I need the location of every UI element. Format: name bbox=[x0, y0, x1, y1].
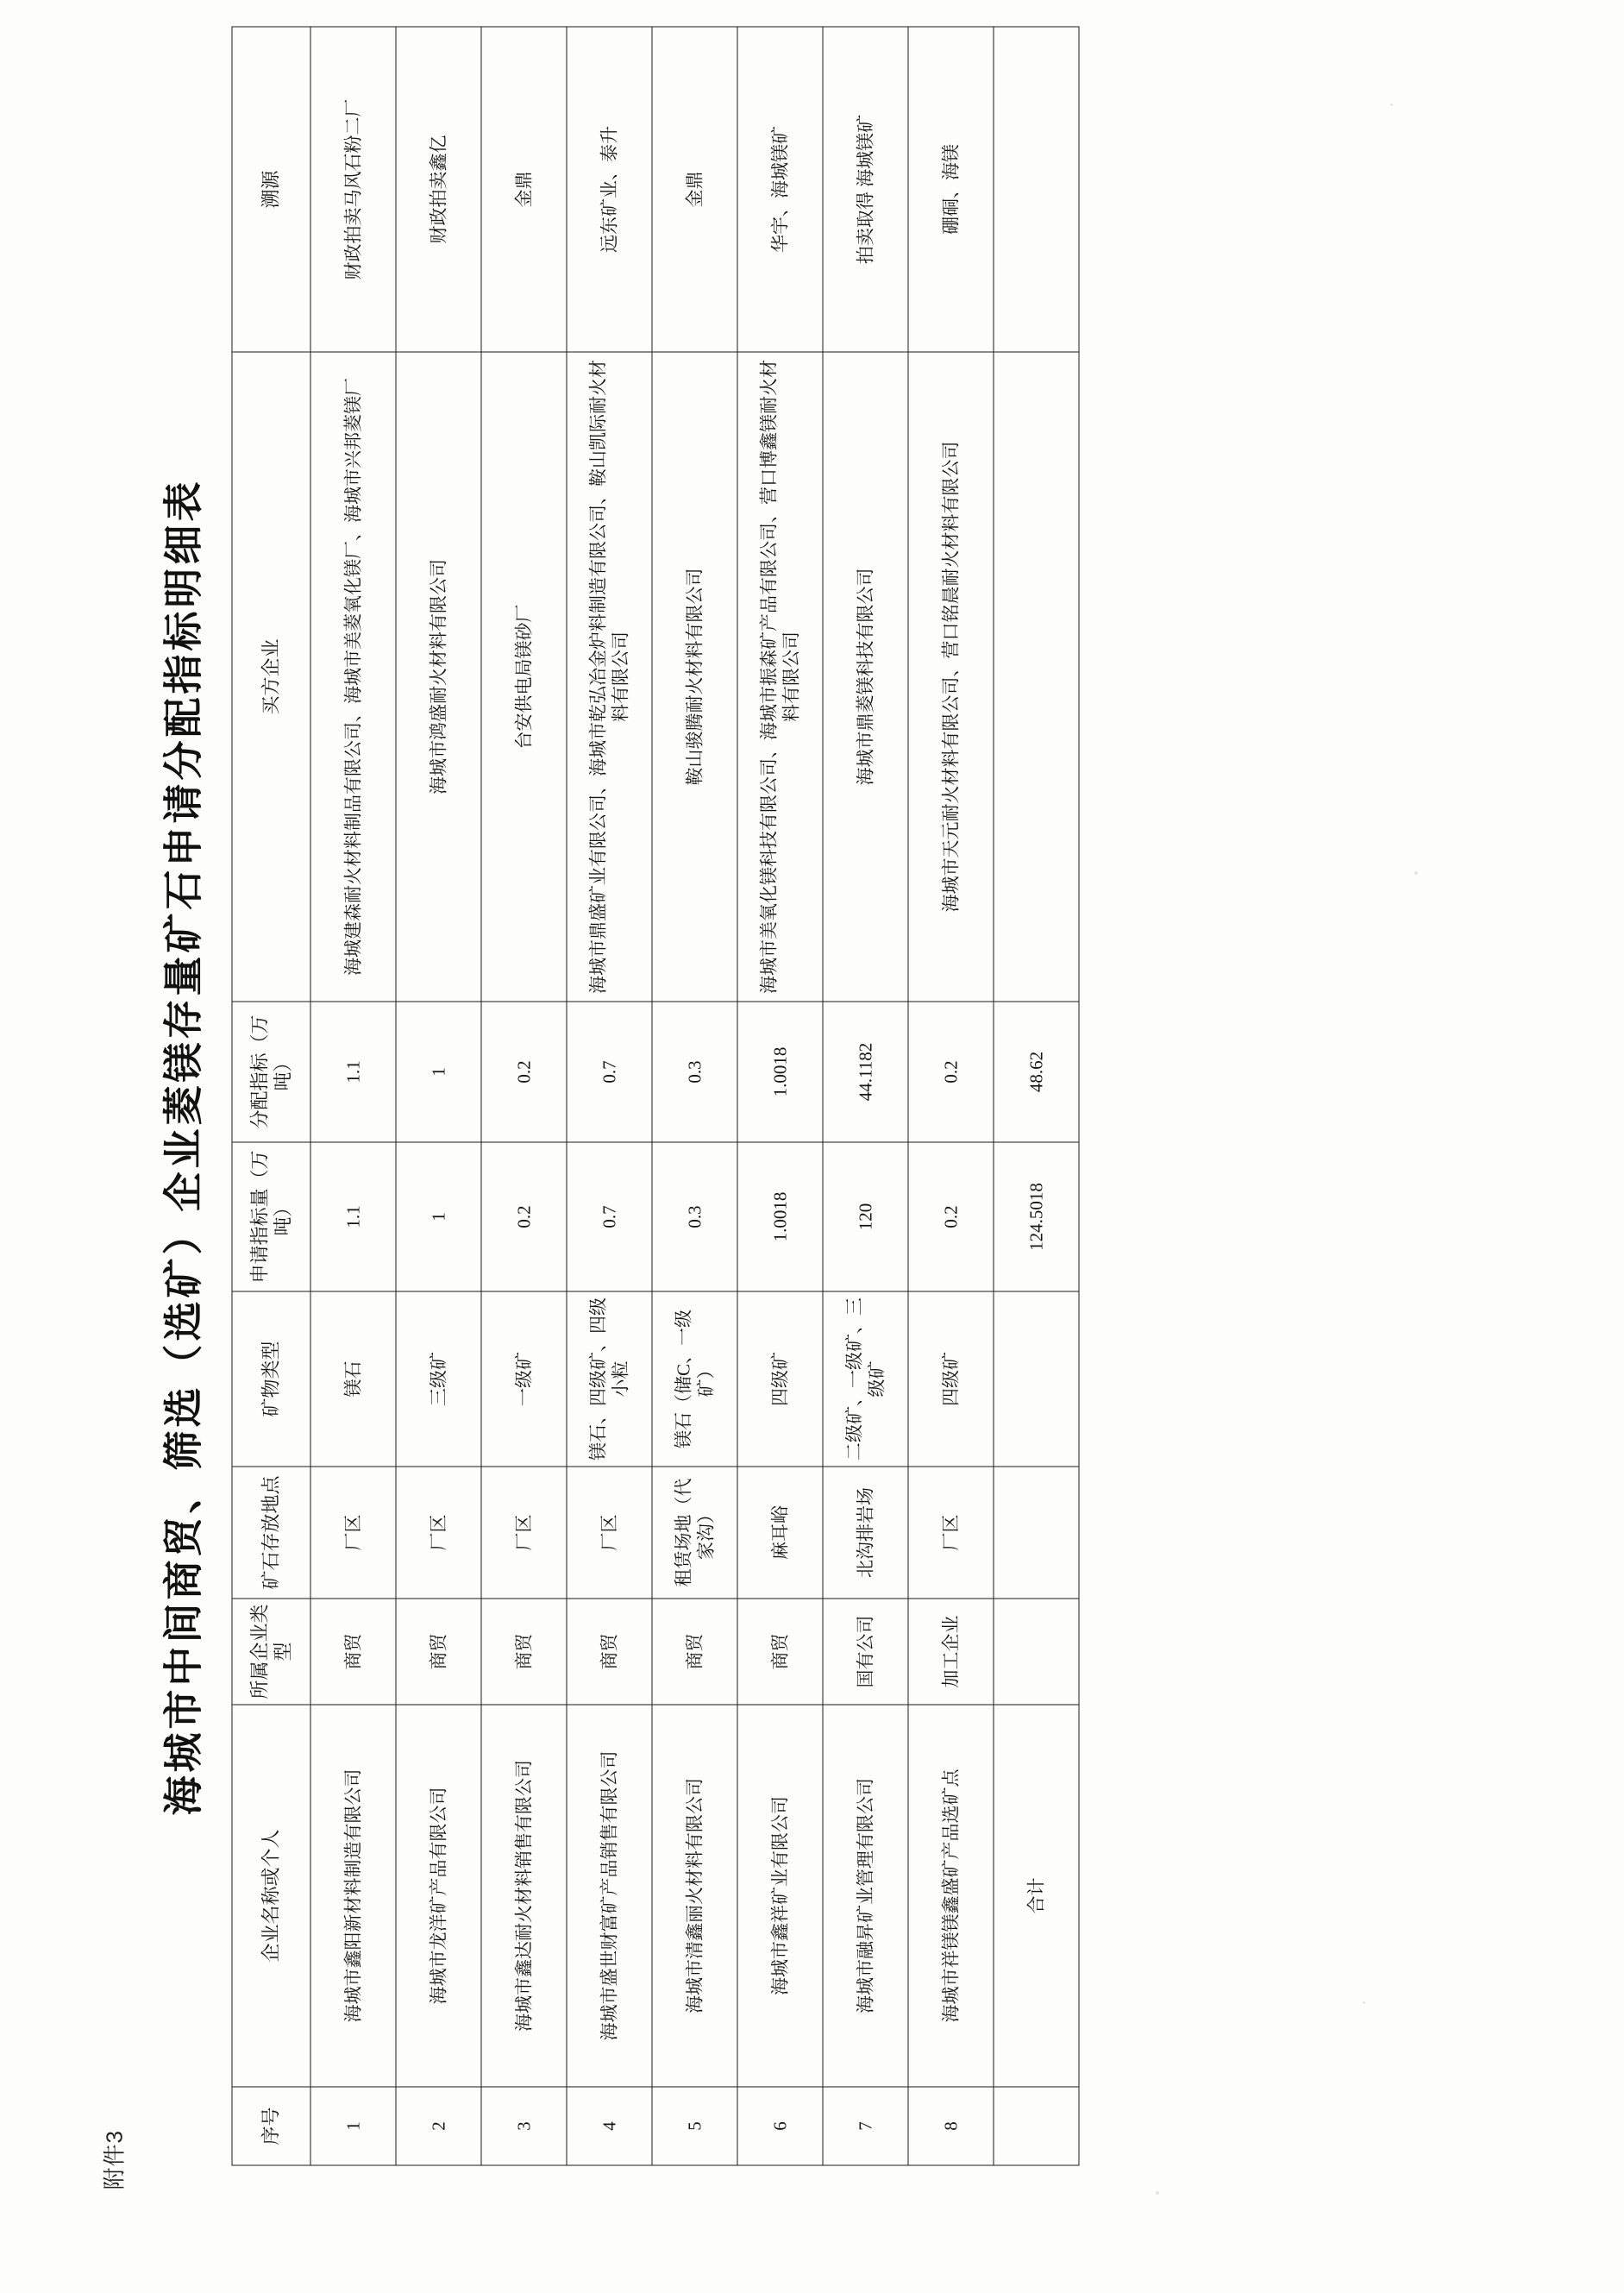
header-mineral-type: 矿物类型 bbox=[232, 1291, 310, 1467]
cell-enterprise-type: 商贸 bbox=[652, 1599, 737, 1705]
table-row bbox=[652, 27, 737, 2165]
cell-source: 财政拍卖马风石粉二厂 bbox=[310, 27, 396, 352]
cell-applied: 0.7 bbox=[567, 1142, 652, 1291]
cell-storage-place: 厂区 bbox=[567, 1467, 652, 1599]
cell-total-place-empty bbox=[994, 1467, 1079, 1599]
cell-storage-place: 厂区 bbox=[396, 1467, 481, 1599]
header-allocated-amount: 分配指标（万吨） bbox=[232, 1002, 310, 1142]
cell-total-allocated: 48.62 bbox=[994, 1002, 1079, 1142]
scan-speck bbox=[1414, 871, 1418, 875]
header-enterprise-type: 所属企业类型 bbox=[232, 1599, 310, 1705]
cell-buyer: 台安供电局镁砂厂 bbox=[481, 352, 567, 1002]
attachment-label: 附件3 bbox=[101, 2129, 127, 2189]
cell-index: 8 bbox=[908, 2087, 994, 2165]
cell-total-source-empty bbox=[994, 27, 1079, 352]
scan-speck bbox=[1156, 2191, 1159, 2195]
table-row bbox=[481, 27, 567, 2165]
cell-storage-place: 北沟排岩场 bbox=[823, 1467, 908, 1599]
cell-enterprise-type: 商贸 bbox=[481, 1599, 567, 1705]
cell-source: 远东矿业、泰升 bbox=[567, 27, 652, 352]
cell-allocated: 0.2 bbox=[481, 1002, 567, 1142]
cell-total-applied: 124.5018 bbox=[994, 1142, 1079, 1291]
cell-enterprise-type: 商贸 bbox=[737, 1599, 823, 1705]
cell-total-type-empty bbox=[994, 1599, 1079, 1705]
cell-source: 拍卖取得 海城镁矿 bbox=[823, 27, 908, 352]
cell-storage-place: 租赁场地（代家沟） bbox=[652, 1467, 737, 1599]
header-buyer: 买方企业 bbox=[232, 352, 310, 1002]
header-applied-amount: 申请指标量（万吨） bbox=[232, 1142, 310, 1291]
cell-buyer: 鞍山骏腾耐火材料有限公司 bbox=[652, 352, 737, 1002]
table-header-row bbox=[232, 27, 310, 2165]
cell-index: 2 bbox=[396, 2087, 481, 2165]
cell-allocated: 1.1 bbox=[310, 1002, 396, 1142]
table-row bbox=[396, 27, 481, 2165]
cell-total-mineral-empty bbox=[994, 1291, 1079, 1467]
table-row bbox=[310, 27, 396, 2165]
cell-buyer: 海城市鼎盛矿业有限公司、海城市乾弘冶金炉料制造有限公司、鞍山凯际耐火材料有限公司 bbox=[567, 352, 652, 1002]
header-storage-place: 矿石存放地点 bbox=[232, 1467, 310, 1599]
cell-enterprise-type: 加工企业 bbox=[908, 1599, 994, 1705]
cell-total-label: 合计 bbox=[994, 1705, 1079, 2087]
cell-enterprise-name: 海城市鑫阳新材料制造有限公司 bbox=[310, 1705, 396, 2087]
header-index: 序号 bbox=[232, 2087, 310, 2165]
page-title: 海城市中间商贸、筛选（选矿）企业菱镁存量矿石申请分配指标明细表 bbox=[161, 478, 205, 1815]
cell-enterprise-type: 商贸 bbox=[310, 1599, 396, 1705]
cell-buyer: 海城建森耐火材料制品有限公司、海城市美菱氧化镁厂、海城市兴邦菱镁厂 bbox=[310, 352, 396, 1002]
cell-total-buyer-empty bbox=[994, 352, 1079, 1002]
cell-mineral-type: 镁石、四级矿、四级小粒 bbox=[567, 1291, 652, 1467]
cell-index: 5 bbox=[652, 2087, 737, 2165]
cell-applied: 120 bbox=[823, 1142, 908, 1291]
cell-applied: 1 bbox=[396, 1142, 481, 1291]
cell-enterprise-name: 海城市祥镁镁鑫盛矿产品选矿点 bbox=[908, 1705, 994, 2087]
table-row bbox=[567, 27, 652, 2165]
cell-mineral-type: 三级矿 bbox=[396, 1291, 481, 1467]
cell-source: 金鼎 bbox=[652, 27, 737, 352]
cell-buyer: 海城市鼎菱镁科技有限公司 bbox=[823, 352, 908, 1002]
cell-mineral-type: 镁石 bbox=[310, 1291, 396, 1467]
cell-source: 华宇、海城镁矿 bbox=[737, 27, 823, 352]
allocation-table-wrapper bbox=[231, 98, 1079, 2165]
cell-allocated: 44.1182 bbox=[823, 1002, 908, 1142]
cell-enterprise-name: 海城市鑫祥矿业有限公司 bbox=[737, 1705, 823, 2087]
cell-allocated: 1.0018 bbox=[737, 1002, 823, 1142]
cell-storage-place: 厂区 bbox=[908, 1467, 994, 1599]
cell-mineral-type: 四级矿 bbox=[908, 1291, 994, 1467]
cell-index: 6 bbox=[737, 2087, 823, 2165]
cell-applied: 0.2 bbox=[481, 1142, 567, 1291]
cell-index: 7 bbox=[823, 2087, 908, 2165]
allocation-table bbox=[231, 26, 1079, 2165]
cell-enterprise-type: 国有公司 bbox=[823, 1599, 908, 1705]
cell-allocated: 0.7 bbox=[567, 1002, 652, 1142]
table-row bbox=[908, 27, 994, 2165]
cell-index: 1 bbox=[310, 2087, 396, 2165]
table-row bbox=[737, 27, 823, 2165]
table-total-row bbox=[994, 27, 1079, 2165]
scan-speck bbox=[1363, 2001, 1365, 2004]
header-enterprise-name: 企业名称或个人 bbox=[232, 1705, 310, 2087]
cell-mineral-type: 四级矿 bbox=[737, 1291, 823, 1467]
cell-enterprise-name: 海城市鑫达耐火材料销售有限公司 bbox=[481, 1705, 567, 2087]
cell-storage-place: 厂区 bbox=[481, 1467, 567, 1599]
cell-enterprise-name: 海城市融昇矿业管理有限公司 bbox=[823, 1705, 908, 2087]
cell-storage-place: 麻耳峪 bbox=[737, 1467, 823, 1599]
header-source: 溯源 bbox=[232, 27, 310, 352]
cell-enterprise-type: 商贸 bbox=[567, 1599, 652, 1705]
cell-enterprise-name: 海城市龙洋矿产品有限公司 bbox=[396, 1705, 481, 2087]
cell-source: 财政拍卖鑫亿 bbox=[396, 27, 481, 352]
cell-source: 硼硐、海镁 bbox=[908, 27, 994, 352]
cell-index: 4 bbox=[567, 2087, 652, 2165]
cell-allocated: 1 bbox=[396, 1002, 481, 1142]
cell-buyer: 海城市天元耐火材料有限公司、营口铭晨耐火材料有限公司 bbox=[908, 352, 994, 1002]
cell-buyer: 海城市美氧化镁科技有限公司、海城市振森矿产品有限公司、营口博鑫镁耐火材料有限公司 bbox=[737, 352, 823, 1002]
cell-source: 金鼎 bbox=[481, 27, 567, 352]
cell-mineral-type: 镁石（储C、一级矿） bbox=[652, 1291, 737, 1467]
cell-enterprise-name: 海城市清鑫丽火材料有限公司 bbox=[652, 1705, 737, 2087]
cell-mineral-type: 一级矿 bbox=[481, 1291, 567, 1467]
cell-buyer: 海城市鸿盛耐火材料有限公司 bbox=[396, 352, 481, 1002]
cell-mineral-type: 二级矿、一级矿、三级矿 bbox=[823, 1291, 908, 1467]
table-row bbox=[823, 27, 908, 2165]
cell-enterprise-name: 海城市盛世财富矿产品销售有限公司 bbox=[567, 1705, 652, 2087]
cell-applied: 1.0018 bbox=[737, 1142, 823, 1291]
cell-applied: 0.3 bbox=[652, 1142, 737, 1291]
cell-storage-place: 厂区 bbox=[310, 1467, 396, 1599]
cell-index: 3 bbox=[481, 2087, 567, 2165]
cell-applied: 0.2 bbox=[908, 1142, 994, 1291]
cell-total-index-empty bbox=[994, 2087, 1079, 2165]
cell-allocated: 0.3 bbox=[652, 1002, 737, 1142]
scan-speck bbox=[1390, 104, 1393, 106]
cell-allocated: 0.2 bbox=[908, 1002, 994, 1142]
cell-enterprise-type: 商贸 bbox=[396, 1599, 481, 1705]
cell-applied: 1.1 bbox=[310, 1142, 396, 1291]
